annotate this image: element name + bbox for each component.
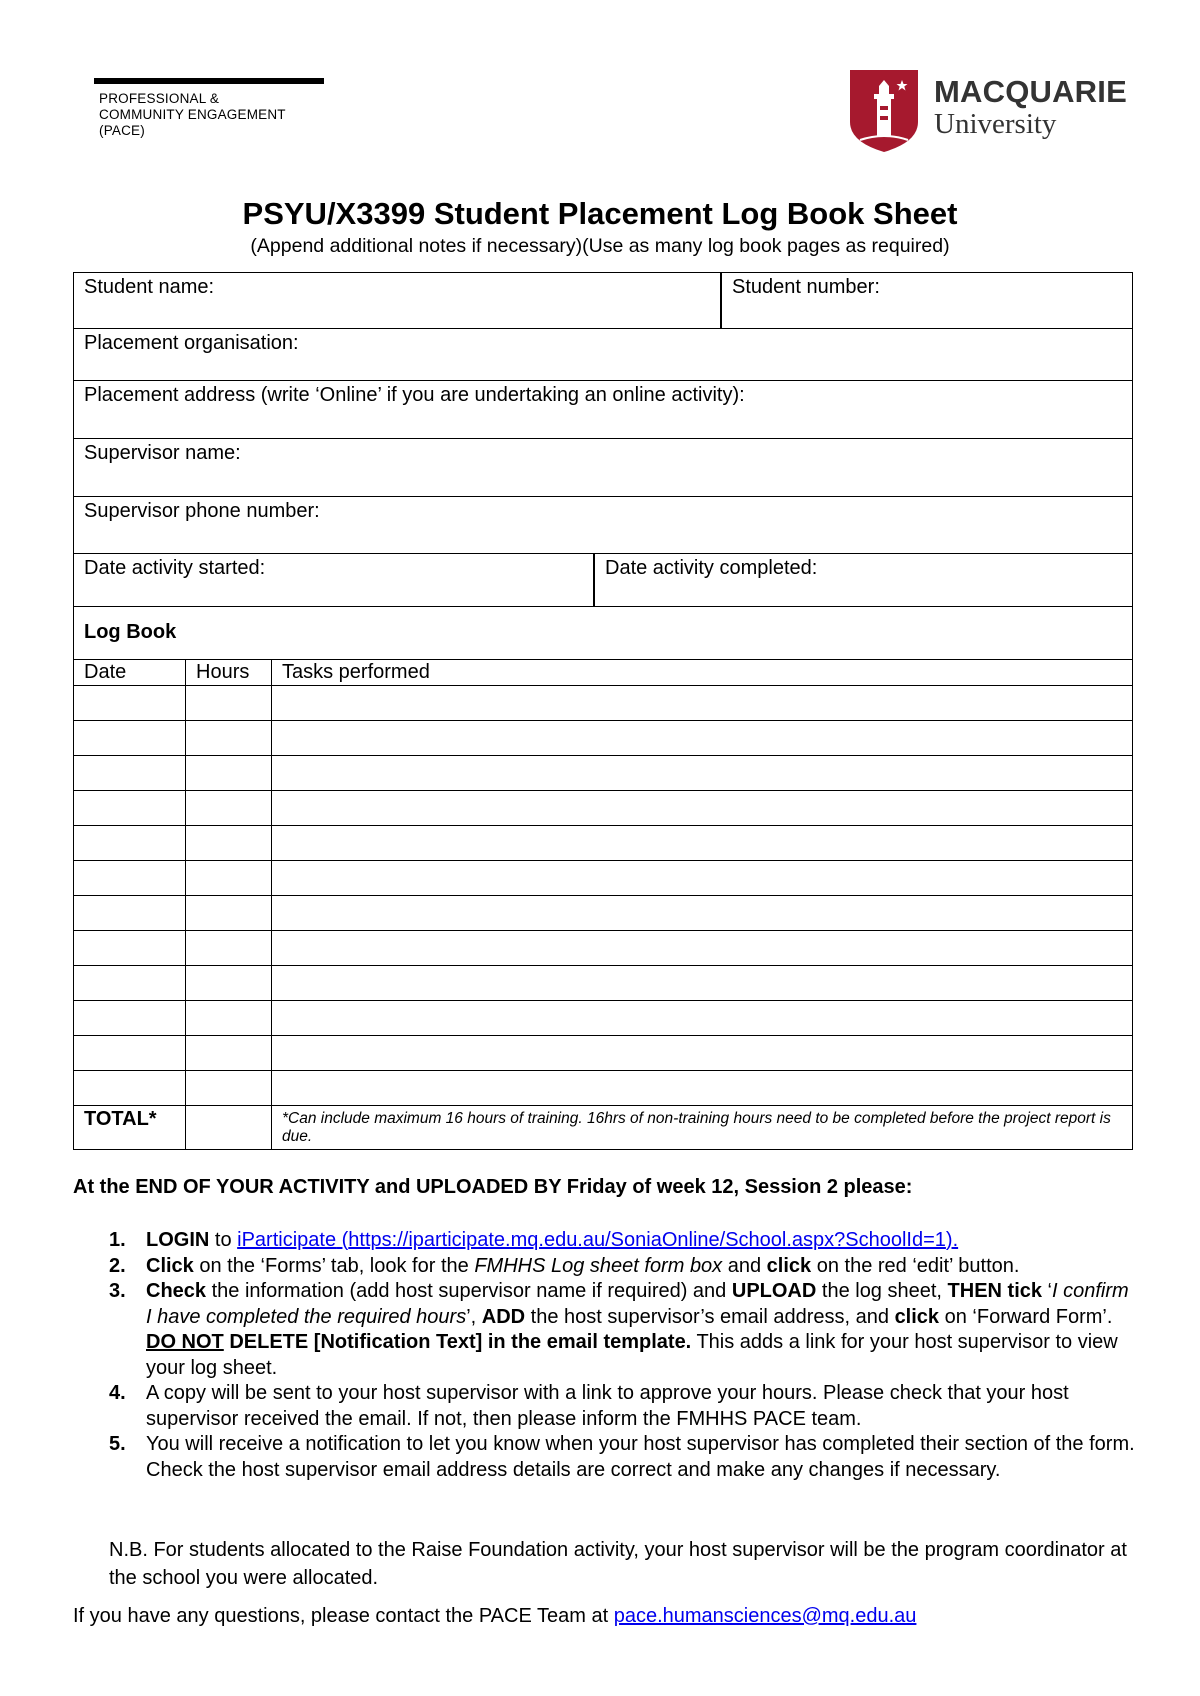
supervisor-name-field[interactable]: [74, 439, 1132, 496]
hours-cell[interactable]: [186, 721, 272, 756]
student-number-field[interactable]: [720, 273, 1132, 328]
tasks-cell[interactable]: [272, 1071, 1133, 1106]
step-text: ).: [945, 1229, 959, 1251]
date-completed-label: Date activity completed:: [605, 557, 818, 579]
step-keyword: Check: [146, 1280, 207, 1302]
placement-organisation-field[interactable]: [74, 329, 1132, 380]
hours-cell[interactable]: [186, 686, 272, 721]
form-row: [73, 272, 1133, 329]
training-hours-note: *Can include maximum 16 hours of training. 16hrs of non-training hours need to be completed before the project report is due.: [272, 1106, 1133, 1150]
hours-cell[interactable]: [186, 1001, 272, 1036]
table-row: [74, 1036, 1133, 1071]
date-cell[interactable]: [74, 756, 186, 791]
step-text: ‘: [1042, 1280, 1052, 1302]
placement-address-field[interactable]: [74, 381, 1132, 438]
table-row: [74, 896, 1133, 931]
list-item: [106, 1432, 1136, 1483]
tasks-cell[interactable]: [272, 896, 1133, 931]
total-label: TOTAL*: [74, 1106, 186, 1150]
step-text: the log sheet,: [816, 1280, 948, 1302]
column-header-hours: Hours: [186, 660, 272, 686]
step-text: (: [336, 1229, 349, 1251]
form-row: [73, 439, 1133, 497]
nb-note: N.B. For students allocated to the Raise Foundation activity, your host supervisor will be the program coordinator at the school you were allocated.: [109, 1539, 1127, 1589]
tasks-cell[interactable]: [272, 791, 1133, 826]
logo-wordmark-top: MACQUARIE: [934, 74, 1127, 109]
hours-cell[interactable]: [186, 1071, 272, 1106]
list-item: [106, 1228, 1136, 1254]
hours-cell[interactable]: [186, 791, 272, 826]
total-hours-cell[interactable]: [186, 1106, 272, 1150]
student-details-form: [73, 272, 1133, 660]
date-completed-field[interactable]: [593, 554, 1132, 606]
log-book-heading: Log Book: [84, 621, 177, 643]
step-text: ’,: [466, 1305, 482, 1328]
step-text: to: [209, 1229, 238, 1251]
date-started-field[interactable]: [74, 554, 593, 606]
table-row: [74, 756, 1133, 791]
step-text: and: [722, 1254, 767, 1277]
form-row: [73, 607, 1133, 660]
step-keyword: ADD: [481, 1305, 526, 1328]
date-cell[interactable]: [74, 686, 186, 721]
date-cell[interactable]: [74, 1001, 186, 1036]
tasks-cell[interactable]: [272, 1001, 1133, 1036]
step-keyword: click: [894, 1305, 940, 1328]
column-header-tasks: Tasks performed: [272, 660, 1133, 686]
step-text: on the red ‘edit’ button.: [811, 1254, 1020, 1277]
list-item: [106, 1279, 1136, 1381]
step-warning: DELETE [Notification Text] in the email template.: [223, 1331, 692, 1353]
placement-address-label: Placement address (write ‘Online’ if you are undertaking an online activity):: [84, 384, 745, 406]
hours-cell[interactable]: [186, 826, 272, 861]
date-cell[interactable]: [74, 1036, 186, 1071]
iparticipate-link[interactable]: iParticipate: [237, 1229, 337, 1251]
tasks-cell[interactable]: [272, 721, 1133, 756]
form-row: [73, 497, 1133, 554]
table-row: [74, 1071, 1133, 1106]
logo-wordmark-bottom: University: [934, 108, 1057, 140]
tasks-cell[interactable]: [272, 686, 1133, 721]
form-row: [73, 329, 1133, 381]
form-row: [73, 381, 1133, 439]
step-keyword: click: [766, 1254, 812, 1277]
table-row: [74, 721, 1133, 756]
table-row: [74, 791, 1133, 826]
step-text: the information (add host supervisor name if required) and: [206, 1280, 732, 1302]
placement-organisation-label: Placement organisation:: [84, 332, 299, 354]
date-cell[interactable]: [74, 791, 186, 826]
tasks-cell[interactable]: [272, 826, 1133, 861]
tasks-cell[interactable]: [272, 861, 1133, 896]
date-cell[interactable]: [74, 861, 186, 896]
hours-cell[interactable]: [186, 931, 272, 966]
date-started-label: Date activity started:: [84, 557, 266, 579]
step-text: on ‘Forward Form’.: [939, 1305, 1113, 1328]
header-rule: [94, 78, 324, 84]
step-emphasis: I confirm I have completed the required hours: [146, 1280, 1129, 1328]
university-logo: [850, 70, 1127, 152]
tasks-cell[interactable]: [272, 756, 1133, 791]
hours-cell[interactable]: [186, 1036, 272, 1071]
lighthouse-shield-icon: [850, 70, 918, 152]
table-row: [74, 826, 1133, 861]
department-name: [99, 91, 286, 139]
tasks-cell[interactable]: [272, 1036, 1133, 1071]
table-row: [74, 686, 1133, 721]
table-header-row: [74, 660, 1133, 686]
contact-line: [73, 1605, 916, 1628]
date-cell[interactable]: [74, 931, 186, 966]
column-header-date: Date: [74, 660, 186, 686]
step-emphasis: FMHHS Log sheet form box: [474, 1254, 723, 1277]
tasks-cell[interactable]: [272, 966, 1133, 1001]
step-keyword: LOGIN: [146, 1229, 210, 1251]
instructions-heading: At the END OF YOUR ACTIVITY and UPLOADED BY Friday of week 12, Session 2 please:: [73, 1176, 913, 1198]
student-number-label: Student number:: [732, 276, 880, 298]
page-title: PSYU/X3399 Student Placement Log Book Sheet: [242, 196, 958, 231]
step-keyword: UPLOAD: [731, 1280, 817, 1302]
hours-cell[interactable]: [186, 896, 272, 931]
contact-email-link[interactable]: pace.humansciences@mq.edu.au: [613, 1605, 917, 1627]
contact-text: If you have any questions, please contact the PACE Team at: [73, 1605, 614, 1627]
step-text: on the ‘Forms’ tab, look for the: [193, 1254, 475, 1277]
step-text: the host supervisor’s email address, and: [525, 1305, 895, 1328]
step-text: A copy will be sent to your host supervisor with a link to approve your hours. Please check that your host supervisor received the email. If not, then please inform the FMHHS PACE team.: [146, 1382, 1069, 1430]
supervisor-phone-field[interactable]: [74, 497, 1132, 553]
table-row: [74, 966, 1133, 1001]
tasks-cell[interactable]: [272, 931, 1133, 966]
table-row: [74, 861, 1133, 896]
step-number: 2.: [109, 1254, 126, 1277]
date-cell[interactable]: [74, 826, 186, 861]
department-line: (PACE): [99, 123, 145, 138]
step-number: 1.: [109, 1229, 126, 1251]
date-cell[interactable]: [74, 721, 186, 756]
list-item: [106, 1381, 1136, 1432]
step-keyword: THEN tick: [947, 1280, 1042, 1302]
step-text: You will receive a notification to let you know when your host supervisor has completed their section of the form. Check the host supervisor email address details are correct and make any changes if necessary.: [146, 1433, 1135, 1481]
department-line: COMMUNITY ENGAGEMENT: [99, 107, 286, 122]
iparticipate-url-link[interactable]: https://iparticipate.mq.edu.au/SoniaOnline/School.aspx?SchoolId=1: [348, 1229, 946, 1251]
table-row: [74, 931, 1133, 966]
table-row: [74, 1001, 1133, 1036]
date-cell[interactable]: [74, 896, 186, 931]
hours-cell[interactable]: [186, 966, 272, 1001]
form-row: [73, 554, 1133, 607]
supervisor-phone-label: Supervisor phone number:: [84, 500, 320, 522]
step-keyword: Click: [146, 1254, 194, 1277]
step-warning: DO NOT: [146, 1331, 224, 1353]
page-subtitle: (Append additional notes if necessary)(Use as many log book pages as required): [250, 235, 950, 257]
student-name-field[interactable]: [74, 273, 720, 328]
hours-cell[interactable]: [186, 756, 272, 791]
date-cell[interactable]: [74, 966, 186, 1001]
step-number: 4.: [109, 1382, 126, 1404]
instruction-steps: [106, 1228, 1136, 1483]
step-number: 5.: [109, 1433, 126, 1455]
hours-cell[interactable]: [186, 861, 272, 896]
step-number: 3.: [109, 1280, 126, 1302]
list-item: [106, 1254, 1136, 1280]
step-text: This adds a link for your host supervisor to view your log sheet.: [146, 1331, 1118, 1379]
date-cell[interactable]: [74, 1071, 186, 1106]
supervisor-name-label: Supervisor name:: [84, 442, 241, 464]
student-name-label: Student name:: [84, 276, 215, 298]
log-book-table: [73, 659, 1133, 1150]
total-row: [74, 1106, 1133, 1150]
department-line: PROFESSIONAL &: [99, 91, 220, 106]
